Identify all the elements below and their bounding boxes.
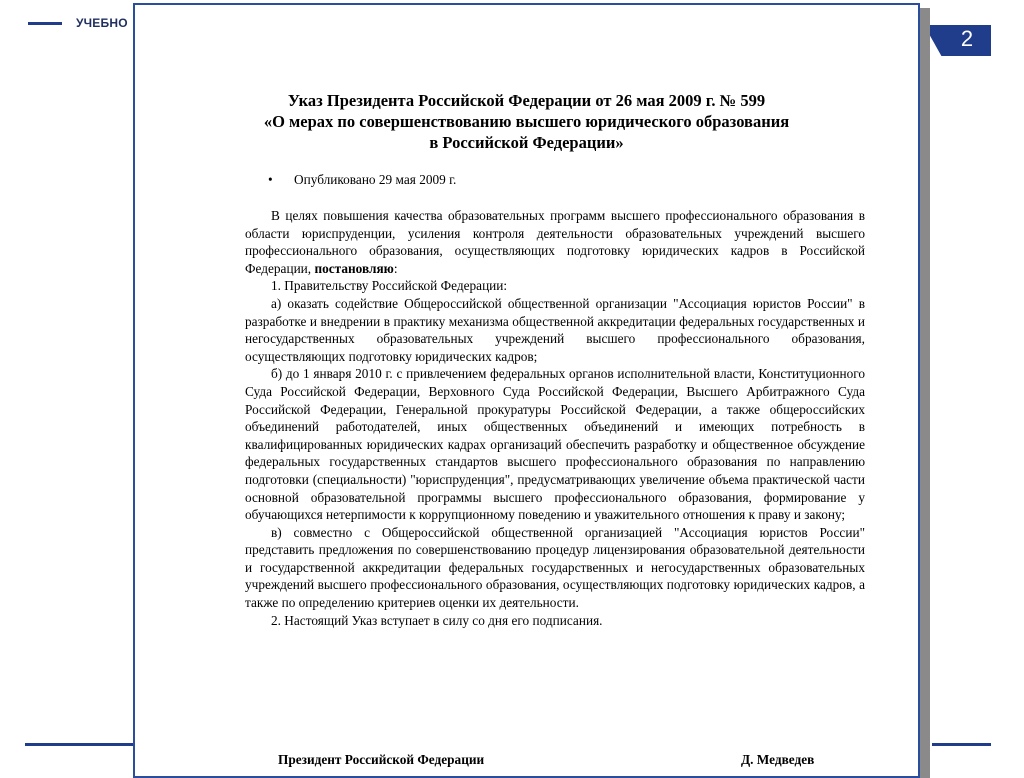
title-line: Указ Президента Российской Федерации от 26 мая 2009 г. № 599	[287, 91, 766, 110]
page-number: 2	[960, 26, 974, 51]
slide-header-text: УЧЕБНО	[76, 16, 128, 30]
signature-name: Д. Медведев	[741, 752, 815, 767]
bullet-icon: •	[268, 172, 273, 187]
footer-line-right	[932, 743, 991, 746]
footer-line-left	[25, 743, 135, 746]
paragraph-v: в) совместно с Общероссийской общественной организацией "Ассоциация юристов России" представить предложения по совершенствованию процедур лицензирования образовательной деятельности и государственной аккредитации федеральных государственных и негосударственных образовательных учреждений высшего профессионального образования, осуществляющих подготовку юридических кадров, а также по определению критериев оценки их деятельности.	[245, 524, 865, 611]
paragraph-a: а) оказать содействие Общероссийской общественной организации "Ассоциация юристов России" в разработке и внедрении в практику механизма общественной аккредитации федеральных государственных и негосударственных образовательных учреждений высшего профессионального образования, осуществляющих подготовку юридических кадров;	[245, 295, 865, 364]
published-note	[268, 172, 456, 188]
paragraph-b: б) до 1 января 2010 г. с привлечением федеральных органов исполнительной власти, Конституционного Суда Российской Федерации, Верховного Суда Российской Федерации, Высшего Арбитражного Суда Российской Федерации, Генеральной прокуратуры Российской Федерации, а также общероссийских объединений работодателей, иных общественных объединений и имеющих потребность в квалифицированных юридических кадрах организаций обеспечить разработку и общественное обсуждение федеральных государственных стандартов высшего профессионального образования по направлению подготовки (специальности) "юриспруденция", предусматривающих увеличение объема практической части основной образовательной программы высшего профессионального образования, формирование у обучающихся нетерпимости к коррупционному поведению и уважительного отношения к праву и закону;	[245, 366, 865, 523]
document-body	[245, 207, 865, 629]
title-line: «О мерах по совершенствованию высшего юридического образования	[263, 112, 790, 131]
published-text: Опубликовано 29 мая 2009 г.	[294, 172, 457, 187]
decree-keyword: постановляю	[314, 260, 394, 276]
header-accent-line	[28, 22, 62, 25]
title-line: в Российской Федерации»	[429, 133, 624, 152]
intro-paragraph: В целях повышения качества образовательных программ высшего профессионального образования в области юриспруденции, усиления контроля деятельности образовательных учреждений высшего профессионального образования, осуществляющих подготовку юридических кадров в Российской Федерации, постановляю:	[245, 208, 865, 276]
paragraph-2: 2. Настоящий Указ вступает в силу со дня его подписания.	[271, 612, 603, 628]
paragraph-1: 1. Правительству Российской Федерации:	[271, 278, 508, 294]
document-page	[133, 3, 920, 778]
signature-title: Президент Российской Федерации	[278, 752, 485, 767]
document-title	[135, 90, 918, 153]
